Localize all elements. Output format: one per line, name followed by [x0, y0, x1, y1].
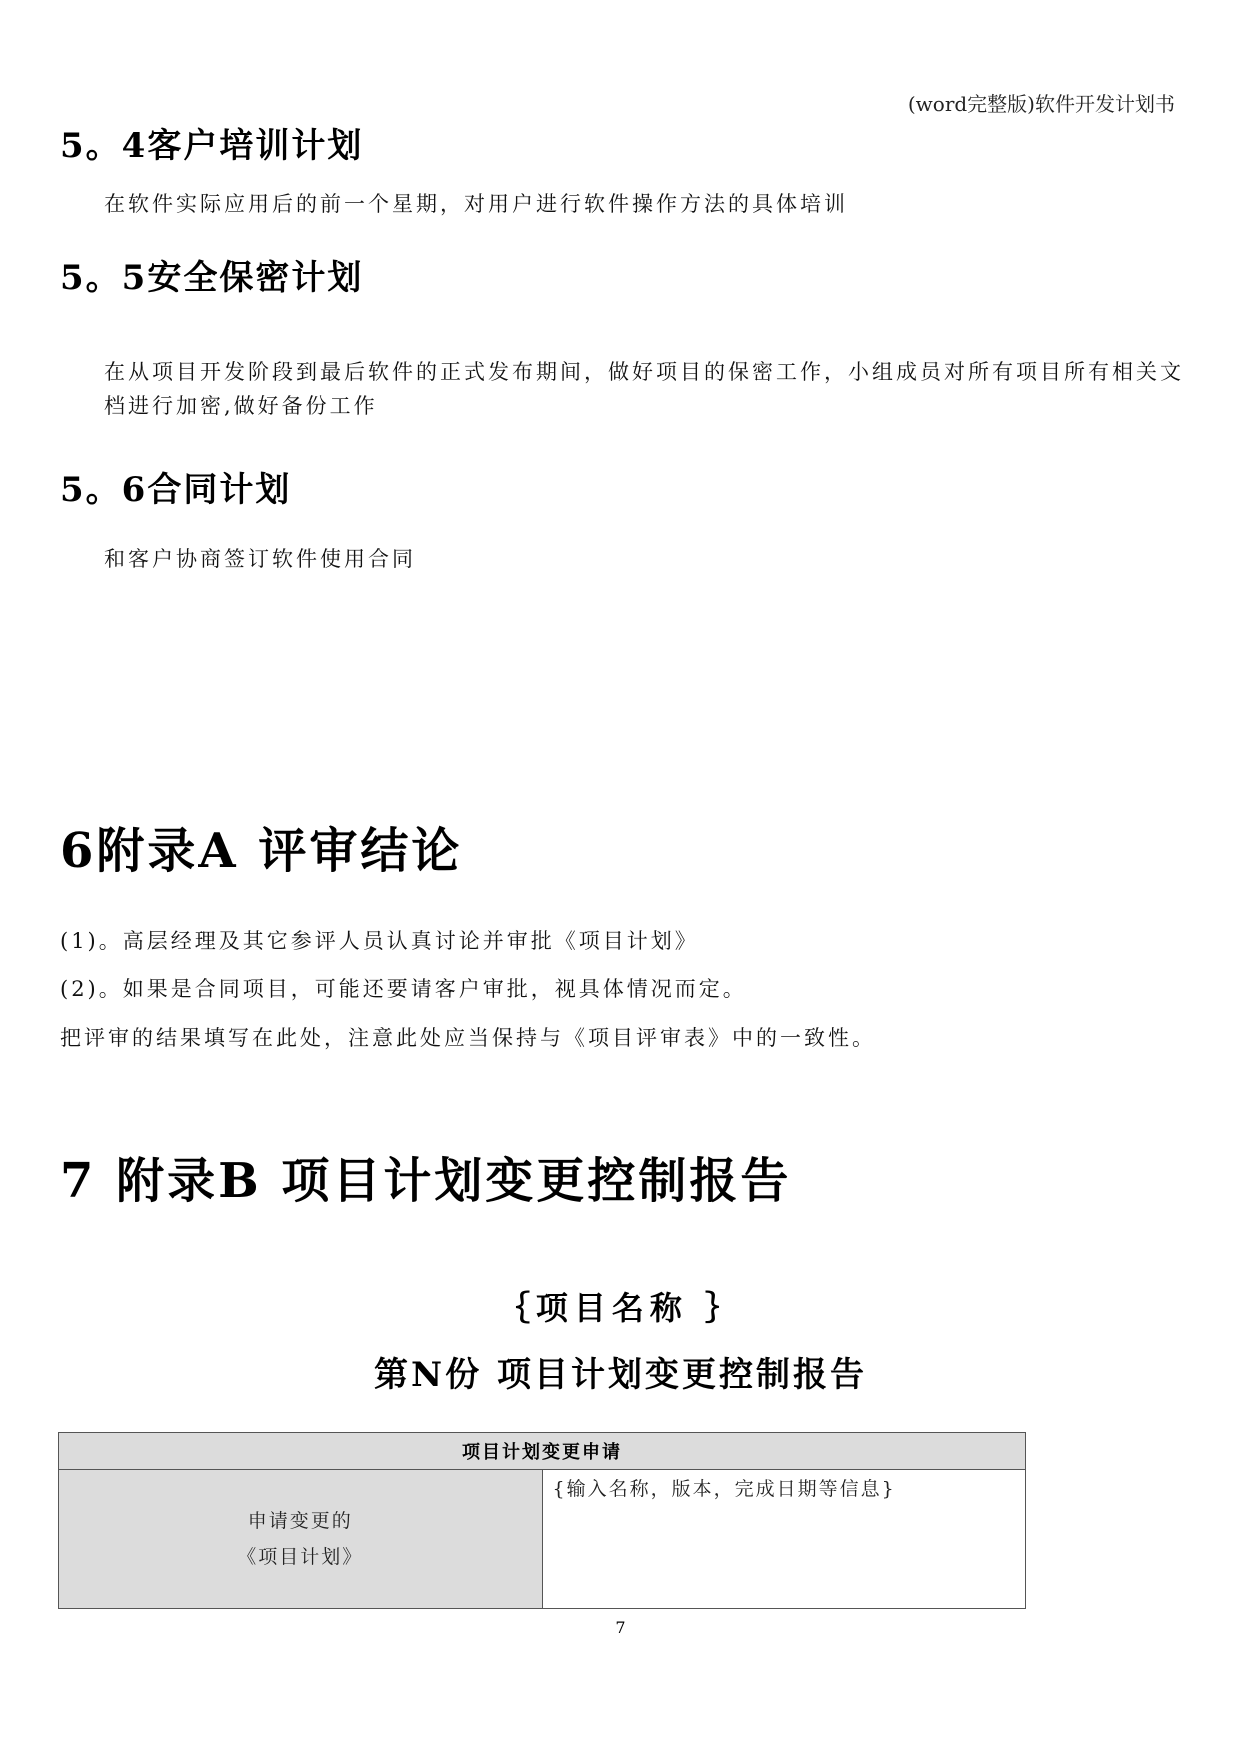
form-label-cell — [59, 1470, 543, 1609]
section-body-5-4: 在软件实际应用后的前一个星期，对用户进行软件操作方法的具体培训 — [104, 192, 848, 216]
appendix-a-heading: 6附录A 评审结论 — [60, 823, 463, 879]
appendix-a-line-3: 把评审的结果填写在此处，注意此处应当保持与《项目评审表》中的一致性。 — [60, 1026, 876, 1050]
page-number: 7 — [615, 1618, 626, 1637]
appendix-b-heading: 7 附录B 项目计划变更控制报告 — [60, 1153, 792, 1209]
report-title: 第N份 项目计划变更控制报告 — [374, 1355, 867, 1395]
form-header: 项目计划变更申请 — [59, 1433, 1026, 1470]
form-label-line2: 《项目计划》 — [237, 1546, 364, 1568]
section-heading-5-5: 5。5安全保密计划 — [60, 258, 364, 298]
form-label-line1: 申请变更的 — [247, 1510, 353, 1532]
section-body-5-5-line2: 档进行加密,做好备份工作 — [104, 394, 378, 418]
section-body-5-6: 和客户协商签订软件使用合同 — [104, 547, 416, 571]
section-body-5-5 — [104, 355, 1184, 423]
appendix-a-line-1: (1)。高层经理及其它参评人员认真讨论并审批《项目计划》 — [60, 929, 699, 953]
appendix-a-line-2: (2)。如果是合同项目，可能还要请客户审批，视具体情况而定。 — [60, 977, 747, 1001]
section-heading-5-6: 5。6合同计划 — [60, 470, 292, 510]
section-heading-5-4: 5。4客户培训计划 — [60, 126, 364, 166]
change-request-form — [58, 1432, 1026, 1609]
project-name-title: ｛项目名称 ｝ — [497, 1289, 744, 1327]
running-header: (word完整版)软件开发计划书 — [907, 92, 1175, 116]
section-body-5-5-line1: 在从项目开发阶段到最后软件的正式发布期间，做好项目的保密工作，小组成员对所有项目所有相关文 — [104, 360, 1184, 384]
form-value-cell: {输入名称，版本，完成日期等信息} — [542, 1470, 1026, 1609]
